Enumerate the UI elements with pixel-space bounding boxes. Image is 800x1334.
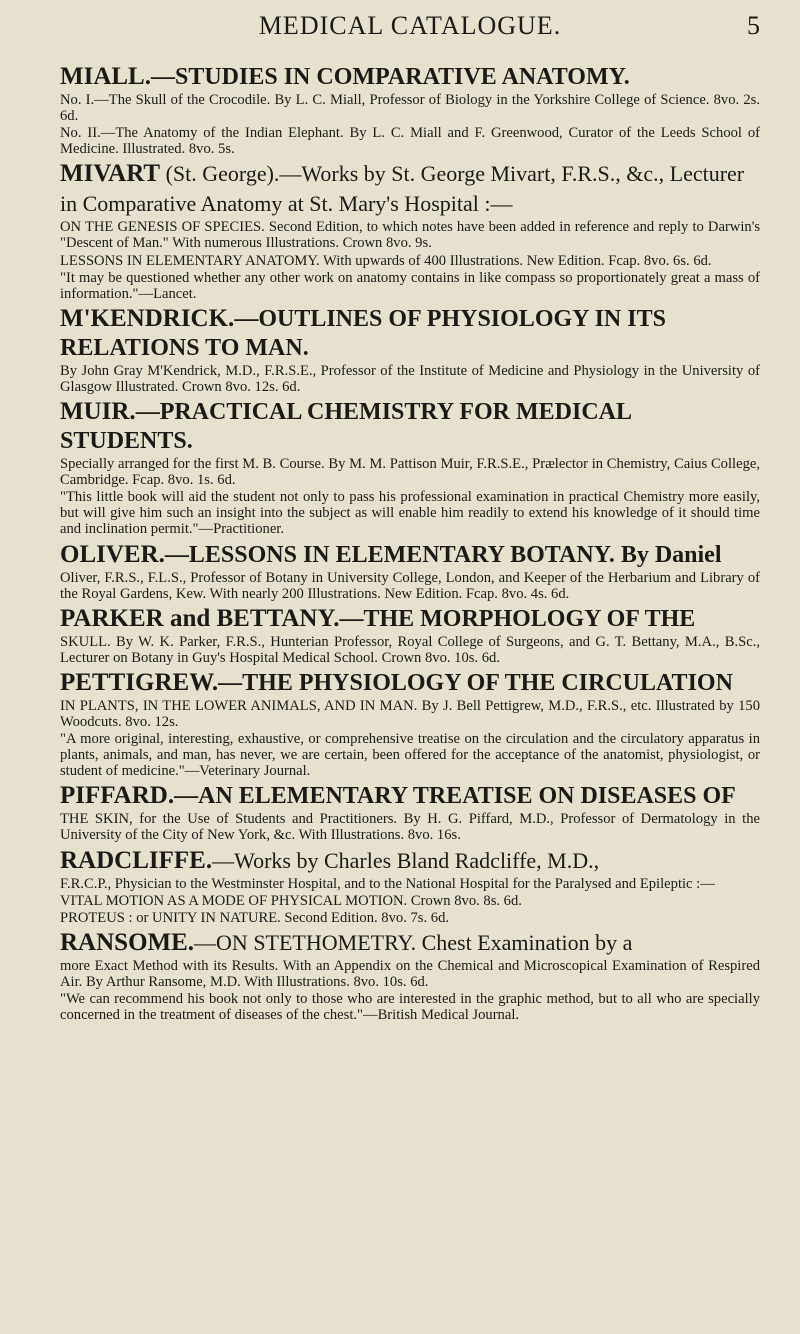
- catalogue-entry: [60, 928, 760, 1023]
- entry-title: —THE PHYSIOLOGY OF THE CIRCULATION: [218, 669, 733, 696]
- entry-text: No. II.—The Anatomy of the Indian Elephant. By L. C. Miall and F. Greenwood, Curator of the Leeds School of Medicine. Illustrated. 8vo. 5s.: [60, 125, 760, 158]
- entry-heading: [60, 668, 760, 698]
- catalogue-entry: [60, 781, 760, 843]
- entry-text: more Exact Method with its Results. With an Appendix on the Chemical and Microscopical Examination of Respired Air. By Arthur Ransome, M.D. With Illustrations. 8vo. 10s. 6d.: [60, 957, 760, 990]
- catalogue-entry: [60, 846, 760, 926]
- entry-text: By John Gray M'Kendrick, M.D., F.R.S.E., Professor of the Institute of Medicine and Physiology in the University of Glasgow Illustrated. Crown 8vo. 12s. 6d.: [60, 362, 760, 395]
- entry-heading: [60, 62, 760, 92]
- entry-quote: "We can recommend his book not only to those who are interested in the graphic method, but to all who are specially concerned in the treatment of diseases of the chest."—British Medical Journal.: [60, 991, 760, 1024]
- catalogue-entry: [60, 540, 760, 602]
- entry-text: Specially arranged for the first M. B. Course. By M. M. Pattison Muir, F.R.S.E., Prælector in Chemistry, Caius College, Cambridge. Fcap. 8vo. 1s. 6d.: [60, 456, 760, 489]
- entry-text: PROTEUS : or UNITY IN NATURE. Second Edition. 8vo. 7s. 6d.: [60, 909, 450, 926]
- entry-title: —OUTLINES OF PHYSIOLOGY IN ITS RELATIONS TO MAN.: [60, 305, 666, 361]
- page-number: 5: [747, 11, 760, 40]
- entry-title: —PRACTICAL CHEMISTRY FOR MEDICAL STUDENTS.: [60, 399, 631, 455]
- entry-text: IN PLANTS, IN THE LOWER ANIMALS, AND IN MAN. By J. Bell Pettigrew, M.D., F.R.S., etc. Illustrated by 150 Woodcuts. 8vo. 12s.: [60, 697, 760, 730]
- entry-text: ON THE GENESIS OF SPECIES. Second Edition, to which notes have been added in reference and reply to Darwin's "Descent of Man." With numerous Illustrations. Crown 8vo. 9s.: [60, 219, 760, 252]
- entry-heading: [60, 304, 760, 363]
- entry-title: —AN ELEMENTARY TREATISE ON DISEASES OF: [174, 783, 736, 810]
- entry-quote: "It may be questioned whether any other work on anatomy contains in like compass so proportionately great a mass of information."—Lancet.: [60, 269, 760, 302]
- entry-author: MIALL.: [60, 63, 151, 90]
- entry-heading: [60, 159, 760, 219]
- entry-quote: "A more original, interesting, exhaustive, or comprehensive treatise on the circulation and the circulatory apparatus in plants, animals, and man, has never, we are certain, been offered for the acceptance of the anatomist, physiologist, or student of medicine."—Veterinary Journal.: [60, 731, 760, 780]
- entry-title: (St. George).—Works by St. George Mivart, F.R.S., &c., Lecturer in Comparative Anatomy at St. Mary's Hospital :—: [60, 161, 745, 217]
- entry-title: —LESSONS IN ELEMENTARY BOTANY. By Daniel: [164, 541, 722, 568]
- entry-author: PARKER and BETTANY.: [60, 604, 340, 632]
- entry-heading: [60, 846, 760, 876]
- entry-author: M'KENDRICK.: [60, 304, 235, 332]
- entry-heading: [60, 781, 760, 811]
- entry-author: RANSOME.: [60, 928, 195, 956]
- entry-author: MUIR.: [60, 398, 136, 426]
- catalogue-entries: [60, 62, 760, 1025]
- entry-quote: "This little book will aid the student not only to pass his professional examination in practical Chemistry more easily, but will give him such an insight into the subject as will enable him readily to extend his knowledge of it should time and inclination permit."—Practitioner.: [60, 489, 760, 538]
- entry-title: —THE MORPHOLOGY OF THE: [339, 605, 696, 632]
- catalogue-entry: [60, 159, 760, 301]
- entry-author: PIFFARD.: [60, 782, 175, 810]
- entry-author: MIVART: [60, 160, 161, 188]
- catalogue-entry: [60, 304, 760, 395]
- entry-heading: [60, 604, 760, 634]
- entry-author: OLIVER.: [60, 540, 165, 568]
- running-header: [60, 8, 760, 44]
- entry-text: LESSONS IN ELEMENTARY ANATOMY. With upwards of 400 Illustrations. New Edition. Fcap. 8vo. 6s. 6d.: [60, 252, 712, 269]
- entry-author: RADCLIFFE.: [60, 846, 213, 874]
- catalogue-entry: [60, 604, 760, 666]
- entry-title: —Works by Charles Bland Radcliffe, M.D.,: [212, 847, 600, 873]
- running-title: MEDICAL CATALOGUE.: [258, 11, 562, 40]
- entry-text: Oliver, F.R.S., F.L.S., Professor of Botany in University College, London, and Keeper of the Herbarium and Library of the Royal Gardens, Kew. With nearly 200 Illustrations. New Edition. Fcap. 8vo. 4s. 6d.: [60, 569, 760, 602]
- entry-text: THE SKIN, for the Use of Students and Practitioners. By H. G. Piffard, M.D., Professor of Dermatology in the University of the City of New York, &c. With Illustrations. 8vo. 16s.: [60, 811, 760, 844]
- entry-title: —ON STETHOMETRY. Chest Examination by a: [194, 929, 633, 955]
- entry-heading: [60, 928, 760, 958]
- catalogue-entry: [60, 397, 760, 537]
- entry-text: SKULL. By W. K. Parker, F.R.S., Hunterian Professor, Royal College of Surgeons, and G. T. Bettany, M.A., B.Sc., Lecturer on Botany in Guy's Hospital Medical School. Crown 8vo. 10s. 6d.: [60, 633, 760, 666]
- catalogue-entry: [60, 668, 760, 779]
- entry-text: VITAL MOTION AS A MODE OF PHYSICAL MOTION. Crown 8vo. 8s. 6d.: [60, 892, 522, 909]
- entry-title: —STUDIES IN COMPARATIVE ANATOMY.: [150, 64, 630, 90]
- entry-heading: [60, 540, 760, 570]
- entry-text: No. I.—The Skull of the Crocodile. By L. C. Miall, Professor of Biology in the Yorkshire College of Science. 8vo. 2s. 6d.: [60, 92, 760, 125]
- entry-author: PETTIGREW.: [60, 668, 219, 696]
- entry-heading: [60, 397, 760, 456]
- entry-text: F.R.C.P., Physician to the Westminster Hospital, and to the National Hospital for the Paralysed and Epileptic :—: [60, 875, 715, 892]
- catalogue-entry: [60, 62, 760, 157]
